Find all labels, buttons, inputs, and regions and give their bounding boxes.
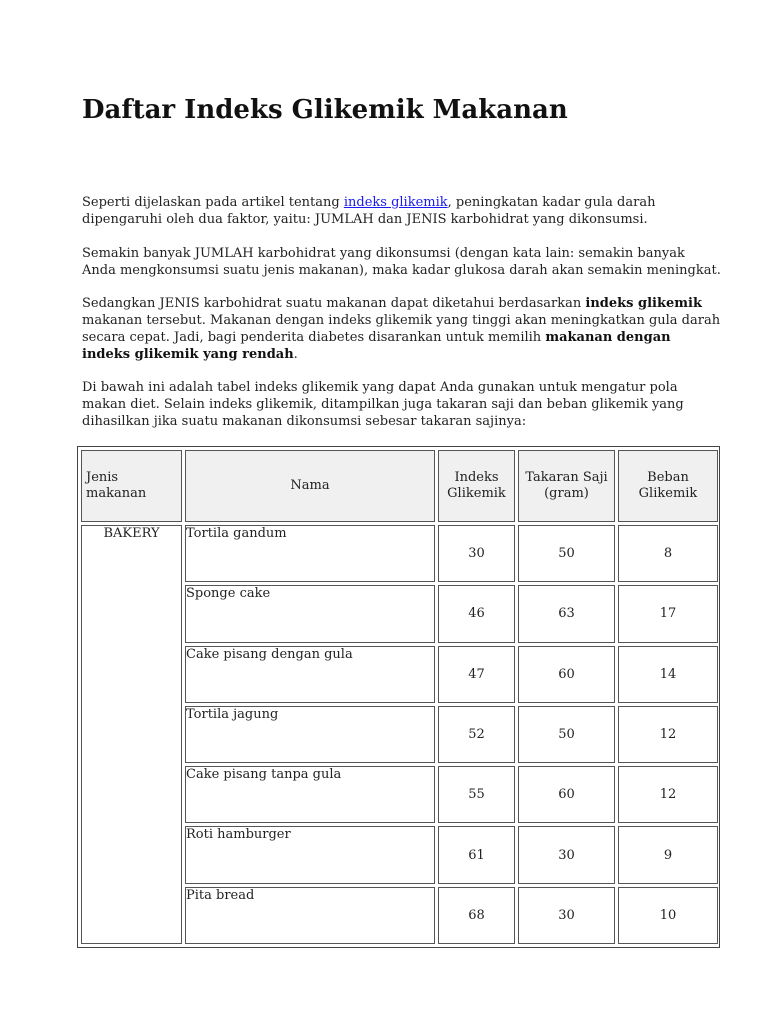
page-title: Daftar Indeks Glikemik Makanan: [82, 95, 568, 125]
indeks-value: 46: [438, 585, 515, 642]
indeks-value: 61: [438, 826, 515, 883]
intro-paragraph-4: Di bawah ini adalah tabel indeks glikemik yang dapat Anda gunakan untuk mengatur pola makan diet. Selain indeks glikemik, ditampilkan juga takaran saji dan beban glikemik yang dihasilkan jika suatu makanan dikonsumsi sebesar takaran sajinya:: [82, 380, 684, 429]
food-name: Pita bread: [185, 887, 435, 944]
beban-value: 10: [618, 887, 718, 944]
food-name: Sponge cake: [185, 585, 435, 642]
takaran-value: 50: [518, 525, 615, 582]
food-name: Tortila jagung: [185, 706, 435, 763]
beban-value: 14: [618, 646, 718, 703]
beban-value: 8: [618, 525, 718, 582]
takaran-value: 30: [518, 826, 615, 883]
intro-paragraph-1: [82, 194, 722, 228]
header-nama: Nama: [185, 450, 435, 522]
indeks-glikemik-link[interactable]: indeks glikemik: [343, 195, 448, 210]
beban-value: 17: [618, 585, 718, 642]
food-name: Cake pisang dengan gula: [185, 646, 435, 703]
p3-bold-rekomendasi: makanan dengan indeks glikemik yang rendah: [82, 330, 671, 362]
p3-text-before: Sedangkan JENIS karbohidrat suatu makanan dapat diketahui berdasarkan: [82, 296, 586, 311]
food-name: Tortila gandum: [185, 525, 435, 582]
indeks-value: 30: [438, 525, 515, 582]
indeks-value: 68: [438, 887, 515, 944]
takaran-value: 60: [518, 766, 615, 823]
indeks-value: 55: [438, 766, 515, 823]
takaran-value: 30: [518, 887, 615, 944]
p1-text-after: , peningkatan kadar gula darah dipengaruhi oleh dua faktor, yaitu: JUMLAH dan JENIS karbohidrat yang dikonsumsi.: [82, 195, 656, 227]
p3-bold-indeks: indeks glikemik: [585, 296, 702, 311]
intro-paragraph-2: Semakin banyak JUMLAH karbohidrat yang dikonsumsi (dengan kata lain: semakin banyak Anda mengkonsumsi suatu jenis makanan), maka kadar glukosa darah akan semakin meningkat.: [82, 246, 721, 278]
takaran-value: 63: [518, 585, 615, 642]
header-indeks-glikemik: Indeks Glikemik: [438, 450, 515, 522]
food-name: Roti hamburger: [185, 826, 435, 883]
beban-value: 9: [618, 826, 718, 883]
category-bakery: BAKERY: [81, 525, 182, 944]
indeks-value: 52: [438, 706, 515, 763]
glycemic-index-table-frame: [77, 446, 720, 948]
beban-value: 12: [618, 706, 718, 763]
glycemic-index-table: [78, 447, 721, 947]
header-beban-glikemik: Beban Glikemik: [618, 450, 718, 522]
header-jenis-makanan: Jenis makanan: [81, 450, 182, 522]
indeks-value: 47: [438, 646, 515, 703]
p3-text-middle: makanan tersebut. Makanan dengan indeks glikemik yang tinggi akan meningkatkan gula darah secara cepat. Jadi, bagi penderita diabetes disarankan untuk memilih: [82, 313, 721, 345]
food-name: Cake pisang tanpa gula: [185, 766, 435, 823]
table-row: [81, 525, 718, 582]
takaran-value: 50: [518, 706, 615, 763]
beban-value: 12: [618, 766, 718, 823]
header-takaran-saji: Takaran Saji (gram): [518, 450, 615, 522]
p3-text-after: .: [293, 347, 298, 362]
table-header-row: [81, 450, 718, 522]
intro-paragraph-3: [82, 295, 722, 363]
p1-text-before: Seperti dijelaskan pada artikel tentang: [82, 195, 344, 210]
takaran-value: 60: [518, 646, 615, 703]
